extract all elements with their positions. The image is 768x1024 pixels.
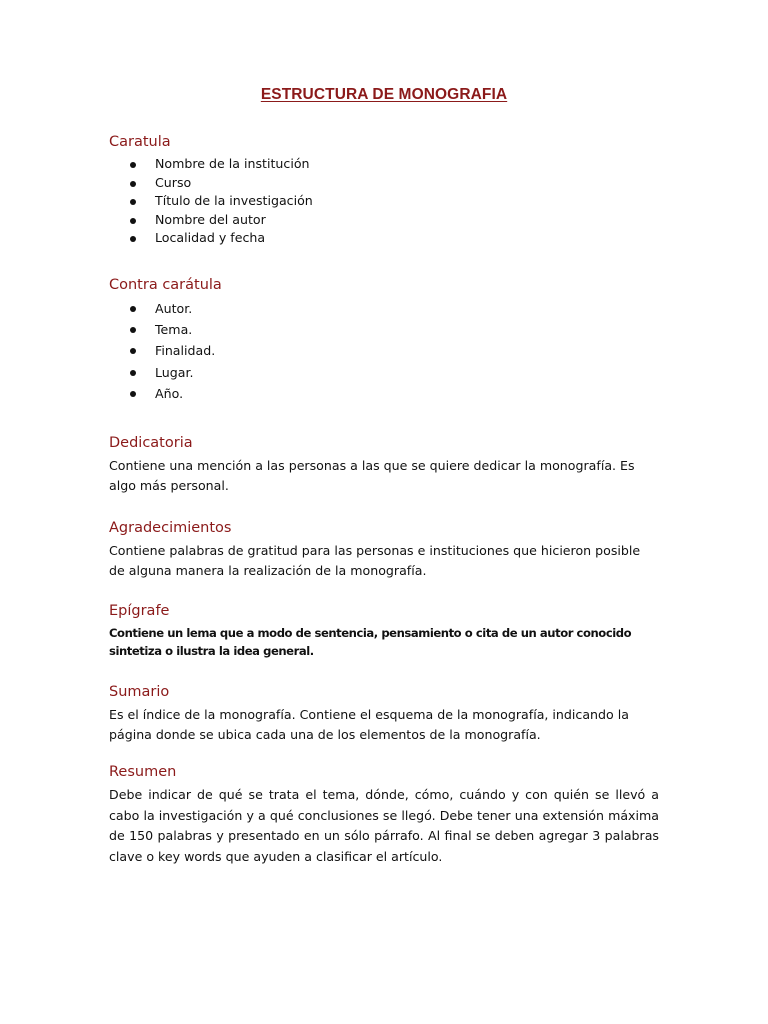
section-heading-contra-caratula: Contra carátula xyxy=(109,277,222,293)
bullet-icon xyxy=(130,327,136,333)
list-item-text: Año. xyxy=(155,385,184,401)
bullet-icon xyxy=(130,181,136,187)
section-heading-sumario: Sumario xyxy=(109,684,170,700)
list-item-text: Título de la investigación xyxy=(155,193,313,208)
bullet-icon xyxy=(130,218,136,224)
bullet-icon xyxy=(130,348,136,354)
list-item-text: Localidad y fecha xyxy=(155,230,266,245)
section-paragraph-sumario: Es el índice de la monografía. Contiene el esquema de la monografía, indicando la página donde se ubica cada una de los elementos de la monografía. xyxy=(109,707,629,742)
list-item-text: Lugar. xyxy=(155,364,194,380)
bullet-icon xyxy=(130,162,136,168)
list-item-text: Finalidad. xyxy=(155,343,216,359)
section-paragraph-dedicatoria: Contiene una mención a las personas a las que se quiere dedicar la monografía. Es algo más personal. xyxy=(109,458,635,493)
list-item-text: Nombre del autor xyxy=(155,211,266,227)
list-item-text: Nombre de la institución xyxy=(155,156,310,171)
bullet-icon xyxy=(130,306,136,312)
section-heading-dedicatoria: Dedicatoria xyxy=(109,435,193,451)
document-title: ESTRUCTURA DE MONOGRAFIA xyxy=(260,86,508,103)
section-heading-caratula: Caratula xyxy=(109,134,171,150)
bullet-icon xyxy=(130,391,136,397)
bullet-icon xyxy=(130,199,136,205)
section-heading-epigrafe: Epígrafe xyxy=(109,603,170,619)
list-item-text: Curso xyxy=(155,174,192,190)
section-heading-agradecimientos: Agradecimientos xyxy=(109,520,232,536)
bullet-icon xyxy=(130,370,136,376)
section-paragraph-epigrafe: Contiene un lema que a modo de sentencia, pensamiento o cita de un autor conocido sintetiza o ilustra la idea general. xyxy=(109,626,632,658)
section-paragraph-resumen: Debe indicar de qué se trata el tema, dónde, cómo, cuándo y con quién se llevó a cabo la investigación y a qué conclusiones se llegó. Debe tener una extensión máxima de 150 palabras y presentado en un sólo párrafo. Al final se deben agregar 3 palabras clave o key words que ayuden a clasificar el artículo. xyxy=(109,787,659,864)
bullet-icon xyxy=(130,236,136,242)
list-item-text: Autor. xyxy=(155,301,193,316)
section-paragraph-agradecimientos: Contiene palabras de gratitud para las personas e instituciones que hicieron posible de alguna manera la realización de la monografía. xyxy=(109,543,641,578)
list-item-text: Tema. xyxy=(155,322,193,338)
section-heading-resumen: Resumen xyxy=(109,764,177,780)
